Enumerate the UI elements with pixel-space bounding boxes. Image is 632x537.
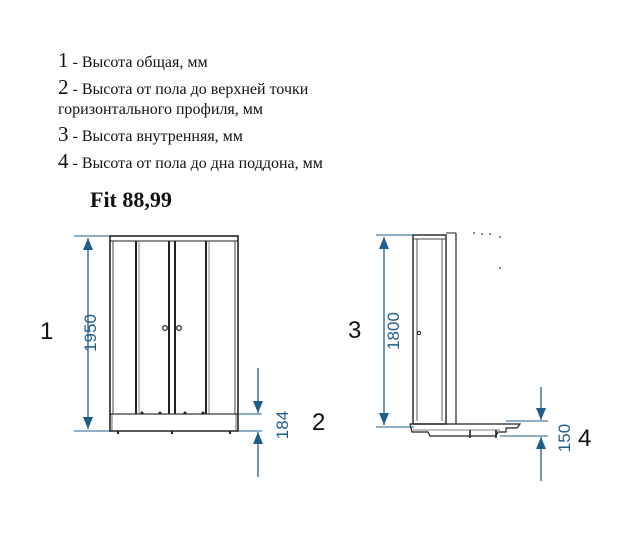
legend-num: 4 (58, 149, 69, 173)
legend-text: - Высота внутренняя, мм (68, 128, 243, 145)
side-panel (413, 235, 446, 424)
side-handle (417, 331, 420, 334)
callout-4: 4 (578, 425, 592, 452)
speck (481, 233, 483, 235)
speck (499, 267, 501, 269)
tray-front (112, 414, 236, 431)
legend-text: - Высота от пола до дна поддона, мм (68, 155, 323, 172)
speck (489, 233, 491, 235)
speck (499, 236, 501, 238)
front-view (40, 236, 325, 477)
side-view (348, 232, 591, 481)
dim-tray-label: 150 (555, 423, 574, 453)
dim-inner-label: 1800 (384, 312, 403, 350)
roller-dot (159, 412, 162, 415)
callout-3: 3 (348, 317, 362, 344)
legend-text-continued: горизонтального профиля, мм (58, 101, 264, 118)
legend-num: 2 (58, 75, 69, 99)
door-handle-right (177, 326, 182, 331)
callout-1: 1 (40, 318, 54, 345)
dim-profile-label: 184 (273, 410, 292, 440)
model-title: Fit 88,99 (90, 187, 172, 212)
roller-dot (202, 412, 205, 415)
legend-text: - Высота общая, мм (68, 54, 208, 71)
legend-text: - Высота от пола до верхней точки (68, 81, 309, 98)
callout-2: 2 (312, 409, 326, 436)
speck (473, 232, 475, 234)
roller-dot (184, 412, 187, 415)
door-handle-left (163, 326, 168, 331)
roller-dot (141, 412, 144, 415)
legend-num: 3 (58, 122, 69, 146)
legend-num: 1 (58, 48, 69, 72)
dim-total-label: 1950 (81, 314, 100, 352)
